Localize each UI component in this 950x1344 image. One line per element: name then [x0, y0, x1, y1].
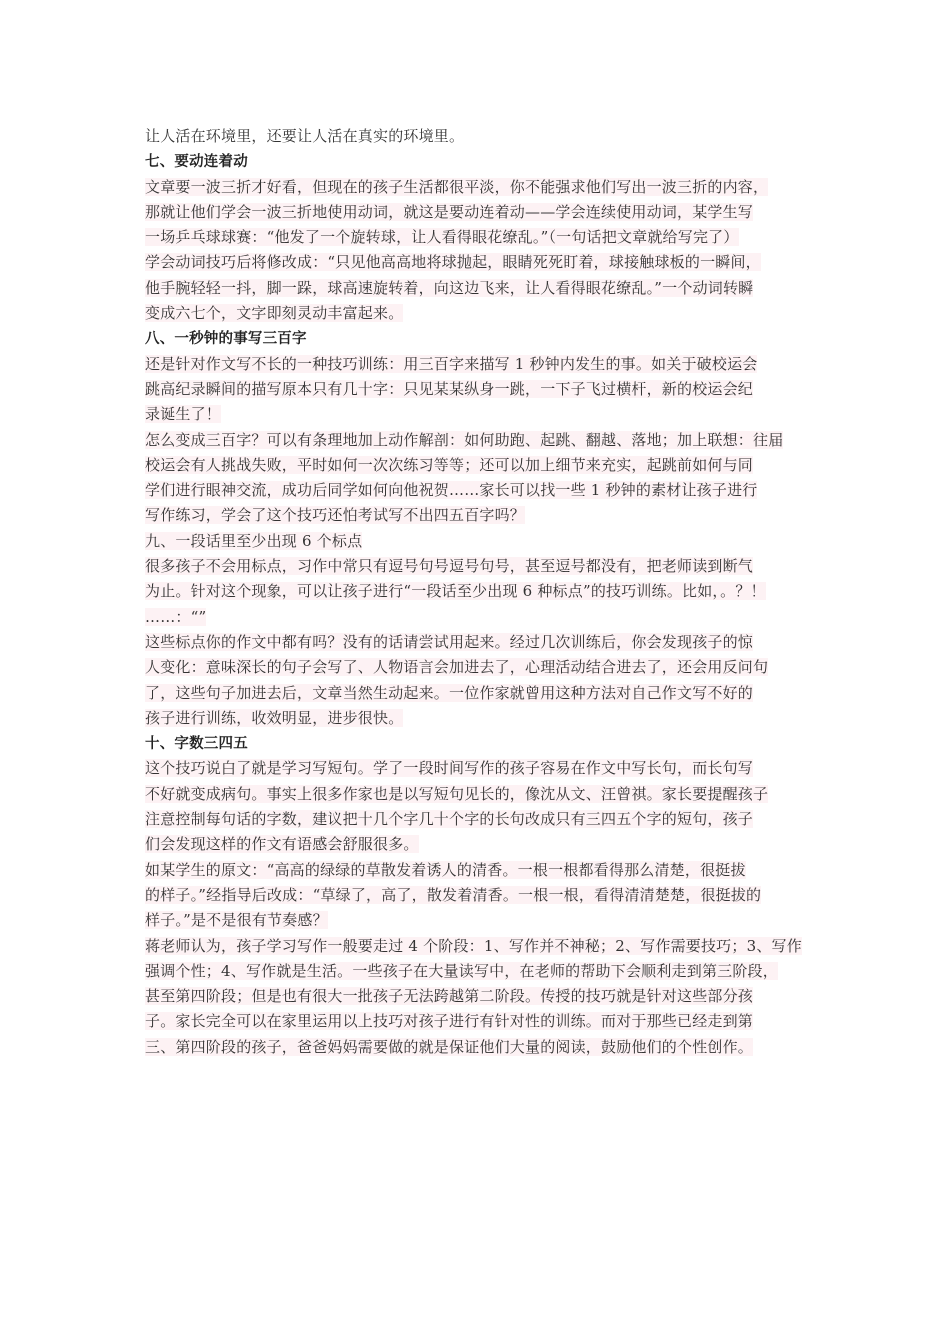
line-text: 校运会有人挑战失败，平时如何一次次练习等等；还可以加上细节来充实，起跳前如何与同 [145, 455, 754, 474]
text-line [145, 630, 825, 655]
text-line [145, 1035, 825, 1060]
line-text: 不好就变成病句。事实上很多作家也是以写短句见长的，像沈从文、汪曾祺。家长要提醒孩子 [145, 784, 769, 803]
section-heading [145, 149, 825, 174]
text-line [145, 858, 825, 883]
text-line [145, 301, 825, 326]
line-text: 一场乒乓球球赛：“他发了一个旋转球，让人看得眼花缭乱。”（一句话把文章就给写完了） [145, 228, 739, 247]
line-text: 蒋老师认为，孩子学习写作一般要走过 4 个阶段：1、写作并不神秘；2、写作需要技巧；3、写作 [145, 936, 802, 955]
text-line [145, 503, 825, 528]
text-line [145, 655, 825, 680]
text-line [145, 175, 825, 200]
line-text: 变成六七个，文字即刻灵动丰富起来。 [145, 304, 404, 323]
line-text: 们会发现这样的作文有语感会舒服很多。 [145, 835, 419, 854]
line-text: 三、第四阶段的孩子，爸爸妈妈需要做的就是保证他们大量的阅读，鼓励他们的个性创作。 [145, 1037, 754, 1056]
article-body [145, 124, 825, 1060]
line-text: 孩子进行训练，收效明显，进步很快。 [145, 708, 404, 727]
line-text: 这个技巧说白了就是学习写短句。学了一段时间写作的孩子容易在作文中写长句，而长句写 [145, 759, 754, 778]
section-heading [145, 731, 825, 756]
section-heading [145, 326, 825, 351]
line-text: 七、要动连着动 [145, 154, 248, 171]
line-text: 这些标点你的作文中都有吗？没有的话请尝试用起来。经过几次训练后，你会发现孩子的惊 [145, 632, 754, 651]
line-text: 学们进行眼神交流，成功后同学如何向他祝贺……家长可以找一些 1 秒钟的素材让孩子进行 [145, 481, 758, 500]
text-line [145, 1009, 825, 1034]
text-line [145, 681, 825, 706]
text-line [145, 883, 825, 908]
line-text: 的样子。”经指导后改成：“草绿了，高了，散发着清香。一根一根，看得清清楚楚，很挺拔的 [145, 885, 762, 904]
line-text: 跳高纪录瞬间的描写原本只有几十字：只见某某纵身一跳，一下子飞过横杆，新的校运会纪 [145, 379, 754, 398]
line-text: ……：“” [145, 607, 207, 626]
text-line [145, 377, 825, 402]
text-line [145, 554, 825, 579]
line-text: 如某学生的原文：“高高的绿绿的草散发着诱人的清香。一根一根都看得那么清楚，很挺拔 [145, 860, 746, 879]
text-line [145, 453, 825, 478]
text-line [145, 706, 825, 731]
line-text: 还是针对作文写不长的一种技巧训练：用三百字来描写 1 秒钟内发生的事。如关于破校运会 [145, 354, 758, 373]
line-text: 让人活在环境里，还要让人活在真实的环境里。 [145, 127, 465, 145]
line-text: 八、一秒钟的事写三百字 [145, 331, 307, 348]
line-text: 人变化：意味深长的句子会写了、人物语言会加进去了，心理活动结合进去了，还会用反问句 [145, 658, 769, 677]
line-text: 他手腕轻轻一抖，脚一跺，球高速旋转着，向这边飞来，让人看得眼花缭乱。”一个动词转瞬 [145, 278, 754, 297]
text-line [145, 276, 825, 301]
text-line [145, 934, 825, 959]
text-line [145, 124, 825, 149]
text-line [145, 832, 825, 857]
text-line [145, 605, 825, 630]
line-text: 子。家长完全可以在家里运用以上技巧对孩子进行有针对性的训练。而对于那些已经走到第 [145, 1012, 754, 1031]
text-line [145, 352, 825, 377]
text-line [145, 756, 825, 781]
line-text: 了，这些句子加进去后，文章当然生动起来。一位作家就曾用这种方法对自己作文写不好的 [145, 683, 754, 702]
line-text: 录诞生了！ [145, 405, 222, 424]
line-text: 怎么变成三百字？可以有条理地加上动作解剖：如何助跑、起跳、翻越、落地；加上联想：往届 [145, 430, 784, 449]
line-text: 为止。针对这个现象，可以让孩子进行“一段话至少出现 6 种标点”的技巧训练。比如，。？！ [145, 582, 766, 601]
text-line [145, 579, 825, 604]
text-line [145, 908, 825, 933]
line-text: 很多孩子不会用标点，习作中常只有逗号句号逗号句号，甚至逗号都没有，把老师读到断气 [145, 557, 754, 576]
line-text: 九、一段话里至少出现 6 个标点 [145, 531, 363, 550]
text-line [145, 402, 825, 427]
line-text: 文章要一波三折才好看，但现在的孩子生活都很平淡，你不能强求他们写出一波三折的内容， [145, 177, 769, 196]
text-line [145, 782, 825, 807]
text-line [145, 807, 825, 832]
line-text: 十、字数三四五 [145, 736, 248, 753]
text-line [145, 428, 825, 453]
section-heading [145, 529, 825, 554]
line-text: 强调个性；4、写作就是生活。一些孩子在大量读写中，在老师的帮助下会顺利走到第三阶段， [145, 961, 778, 980]
line-text: 甚至第四阶段；但是也有很大一批孩子无法跨越第二阶段。传授的技巧就是针对这些部分孩 [145, 987, 754, 1006]
text-line [145, 984, 825, 1009]
text-line [145, 200, 825, 225]
line-text: 样子。”是不是很有节奏感？ [145, 911, 328, 930]
text-line [145, 250, 825, 275]
line-text: 注意控制每句话的字数，建议把十几个字几十个字的长句改成只有三四五个字的短句，孩子 [145, 810, 754, 829]
line-text: 那就让他们学会一波三折地使用动词，就这是要动连着动——学会连续使用动词，某学生写 [145, 202, 754, 221]
line-text: 学会动词技巧后将修改成：“只见他高高地将球抛起，眼睛死死盯着，球接触球板的一瞬间， [145, 253, 761, 272]
text-line [145, 959, 825, 984]
text-line [145, 225, 825, 250]
line-text: 写作练习，学会了这个技巧还怕考试写不出四五百字吗？ [145, 506, 526, 525]
text-line [145, 478, 825, 503]
